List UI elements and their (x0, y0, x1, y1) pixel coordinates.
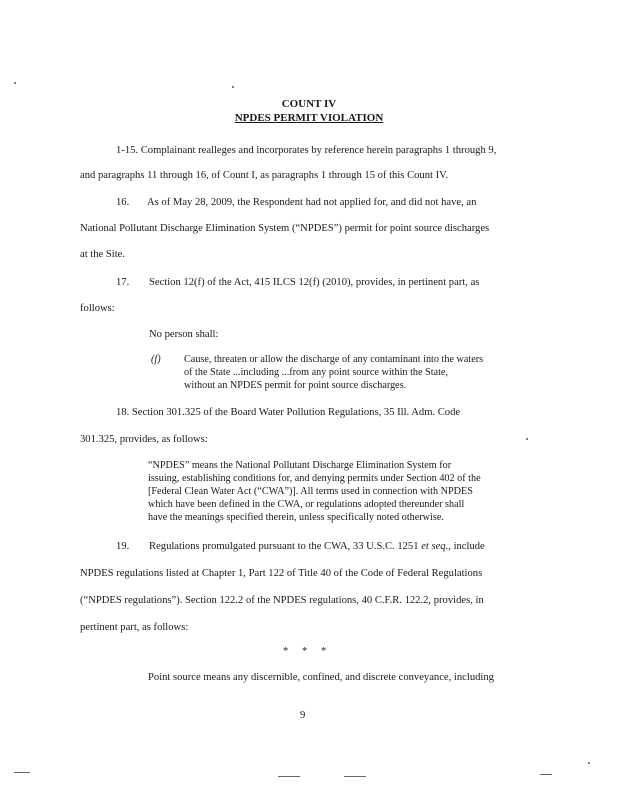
count-subtitle (0, 112, 618, 125)
scan-edge-mark (344, 776, 366, 777)
para-17-line-2: follows: (80, 303, 115, 314)
ellipsis-star: * (302, 646, 308, 657)
para-18-line-2: 301.325, provides, as follows: (80, 434, 208, 445)
quote-18-line-1: “NPDES” means the National Pollutant Discharge Elimination System for (148, 460, 452, 471)
count-subtitle-text: NPDES PERMIT VIOLATION (234, 112, 384, 124)
para-17-number: 17. (116, 277, 130, 288)
scan-edge-mark (14, 772, 30, 773)
scan-speck (526, 438, 528, 440)
para-19-line-3: (“NPDES regulations”). Section 122.2 of the NPDES regulations, 40 C.F.R. 122.2, provides, in (80, 595, 484, 606)
et-seq-italic: et seq. (421, 541, 449, 552)
scan-speck (232, 86, 234, 88)
quote-letter: (f) (151, 354, 161, 365)
ellipsis-star: * (321, 646, 327, 657)
para-19-number: 19. (116, 541, 130, 552)
para-16-line-2: National Pollutant Discharge Elimination System (“NPDES”) permit for point source discharges (80, 223, 490, 234)
quote-18-line-3: [Federal Clean Water Act (“CWA”)]. All terms used in connection with NPDES (148, 486, 473, 497)
scan-speck (588, 762, 590, 764)
quote-18-line-2: issuing, establishing conditions for, and denying permits under Section 402 of the (148, 473, 481, 484)
para-16-line-1: As of May 28, 2009, the Respondent had not applied for, and did not have, an (147, 197, 477, 208)
quote-17-line-3: without an NPDES permit for point source discharges. (184, 380, 407, 391)
para-16-number: 16. (116, 197, 130, 208)
para-19-line-1-pre: Regulations promulgated pursuant to the CWA, 33 U.S.C. 1251 (149, 541, 422, 552)
para-16-line-3: at the Site. (80, 249, 126, 260)
quote-18-line-5: have the meanings specified therein, unless specifically noted otherwise. (148, 512, 444, 523)
para-18-line-1: 18. Section 301.325 of the Board Water Pollution Regulations, 35 Ill. Adm. Code (116, 407, 461, 418)
para-19-line-1-post: , include (448, 541, 485, 552)
point-source-line: Point source means any discernible, confined, and discrete conveyance, including (148, 672, 494, 683)
scan-speck (14, 82, 16, 84)
scan-edge-mark (278, 776, 300, 777)
para-17-line-1: Section 12(f) of the Act, 415 ILCS 12(f) (2010), provides, in pertinent part, as (149, 277, 480, 288)
page-number: 9 (300, 710, 306, 721)
quote-18-line-4: which have been defined in the CWA, or regulations adopted thereunder shall (148, 499, 465, 510)
quote-17-line-2: of the State ...including ...from any point source within the State, (184, 367, 448, 378)
para-1-15-line-2: and paragraphs 11 through 16, of Count I, as paragraphs 1 through 15 of this Count IV. (80, 170, 449, 181)
quote-intro: No person shall: (149, 329, 219, 340)
count-title: COUNT IV (281, 98, 337, 110)
ellipsis-star: * (283, 646, 289, 657)
para-19-line-2: NPDES regulations listed at Chapter 1, Part 122 of Title 40 of the Code of Federal Regulations (80, 568, 483, 579)
scan-edge-mark (540, 774, 552, 775)
para-19-line-1 (149, 540, 485, 553)
para-1-15-line-1: 1-15. Complainant realleges and incorporates by reference herein paragraphs 1 through 9, (116, 145, 497, 156)
quote-17-line-1: Cause, threaten or allow the discharge of any contaminant into the waters (184, 354, 484, 365)
para-19-line-4: pertinent part, as follows: (80, 622, 189, 633)
